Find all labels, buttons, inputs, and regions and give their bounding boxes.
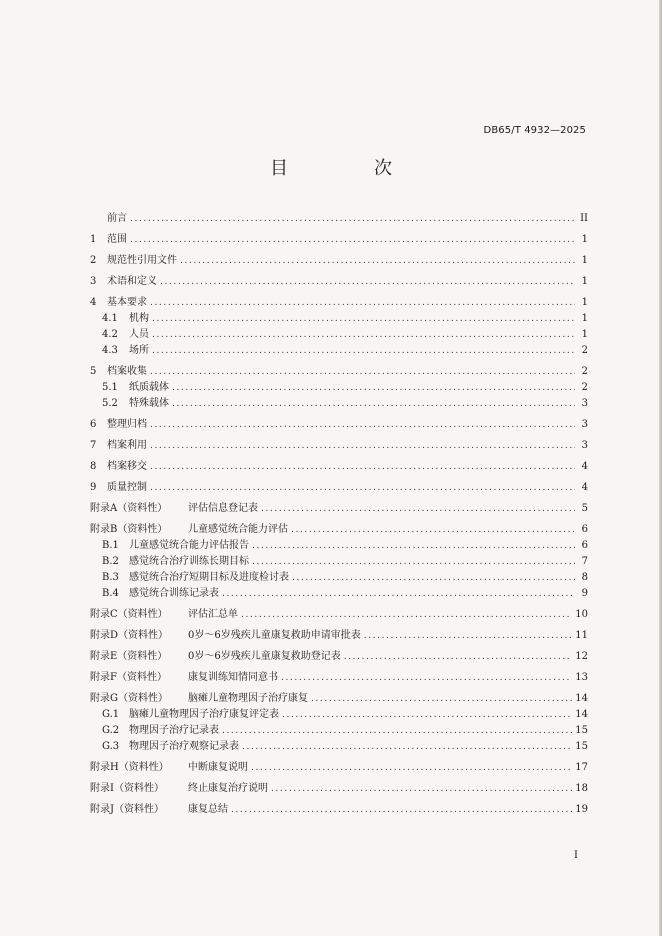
toc-entry[interactable] (90, 802, 588, 817)
dot-leader (311, 692, 572, 707)
toc-entry-number: 附录G（资料性） (90, 693, 168, 704)
toc-entry-title: 场所 (129, 345, 149, 356)
toc-entry-page: 14 (575, 709, 588, 720)
toc-entry[interactable] (90, 327, 588, 342)
dot-leader (152, 328, 575, 343)
dot-leader (180, 254, 575, 269)
toc-entry-title: 前言 (107, 213, 127, 224)
toc-entry-title: 物理因子治疗观察记录表 (129, 741, 239, 752)
toc-entry-label (90, 649, 341, 664)
dot-leader (152, 312, 575, 327)
toc-entry-label (90, 438, 147, 453)
toc-entry-title: 范围 (107, 234, 127, 245)
toc-entry-number: 6 (90, 419, 97, 430)
toc-entry-page: 6 (581, 540, 588, 551)
toc-entry-number: B.1 (102, 540, 119, 551)
toc-entry-label (102, 739, 239, 754)
toc-entry-page: 3 (581, 419, 588, 430)
toc-entry[interactable] (90, 691, 588, 706)
toc-entry-number: 4.1 (102, 313, 118, 324)
dot-leader (242, 740, 572, 755)
toc-entry-number: 附录I（资料性） (90, 783, 164, 794)
toc-entry[interactable] (90, 274, 588, 289)
toc-entry-title: 儿童感觉统合能力评估 (188, 524, 288, 535)
toc-entry-page: 2 (581, 345, 588, 356)
dot-leader (231, 803, 572, 818)
toc-entry-page: 3 (581, 398, 588, 409)
toc-entry[interactable] (90, 649, 588, 664)
toc-entry-page: 13 (575, 672, 588, 683)
toc-entry-page: 6 (581, 524, 588, 535)
toc-entry-label (102, 570, 289, 585)
toc-entry[interactable] (90, 628, 588, 643)
toc-entry-page: 11 (575, 630, 588, 641)
toc-entry-title: 人员 (129, 329, 149, 340)
toc-entry[interactable] (90, 554, 588, 569)
toc-entry-page: 15 (575, 725, 588, 736)
toc-entry-number: 3 (90, 276, 97, 287)
toc-entry[interactable] (90, 723, 588, 738)
toc-entry-number: 附录D（资料性） (90, 630, 169, 641)
toc-entry-page: 14 (575, 693, 588, 704)
toc-entry-title: 康复训练知情同意书 (188, 672, 278, 683)
toc-entry-page: 12 (575, 651, 588, 662)
dot-leader (251, 761, 572, 776)
toc-entry-number: 5.2 (102, 398, 118, 409)
toc-entry[interactable] (90, 343, 588, 358)
toc-entry-page: 1 (581, 297, 588, 308)
toc-entry-label (102, 554, 249, 569)
toc-entry-label (90, 211, 127, 226)
toc-entry-title: 感觉统合治疗训练长期目标 (129, 556, 249, 567)
toc-entry-page: 10 (575, 609, 588, 620)
dot-leader (291, 523, 575, 538)
toc-entry-label (90, 691, 308, 706)
document-code: DB65/T 4932—2025 (483, 125, 586, 136)
toc-entry-number: 附录C（资料性） (90, 609, 168, 620)
toc-entry-number: 附录H（资料性） (90, 762, 169, 773)
toc-entry-number: 1 (90, 234, 97, 245)
dot-leader (222, 724, 572, 739)
dot-leader (261, 502, 575, 517)
toc-entry-label (90, 459, 147, 474)
toc-entry-label (102, 380, 169, 395)
toc-entry-page: 2 (581, 366, 588, 377)
toc-entry-title: 整理归档 (107, 419, 147, 430)
dot-leader (241, 608, 572, 623)
toc-entry[interactable] (90, 438, 588, 453)
dot-leader (271, 782, 572, 797)
toc-entry-page: 1 (581, 329, 588, 340)
toc-entry[interactable] (90, 570, 588, 585)
toc-entry[interactable] (90, 781, 588, 796)
toc-entry-title: 脑瘫儿童物理因子治疗康复 (188, 693, 308, 704)
toc-entry-title: 感觉统合训练记录表 (129, 588, 219, 599)
toc-entry[interactable] (90, 417, 588, 432)
toc-entry[interactable] (90, 396, 588, 411)
toc-entry-title: 脑瘫儿童物理因子治疗康复评定表 (129, 709, 279, 720)
toc-entry-number: 附录A（资料性） (90, 503, 168, 514)
dot-leader (222, 587, 575, 602)
toc-entry-label (90, 274, 157, 289)
toc-entry-page: 19 (575, 804, 588, 815)
toc-entry-title: 档案收集 (107, 366, 147, 377)
toc-entry-page: 17 (575, 762, 588, 773)
toc-entry[interactable] (90, 232, 588, 247)
toc-entry-label (102, 586, 219, 601)
table-of-contents (90, 211, 588, 817)
toc-entry-label (90, 417, 147, 432)
toc-entry[interactable] (90, 253, 588, 268)
toc-entry-number: 附录J（资料性） (90, 804, 165, 815)
dot-leader (160, 275, 575, 290)
toc-entry-number: B.3 (102, 572, 119, 583)
toc-entry-number: B.4 (102, 588, 119, 599)
page-number: I (574, 850, 578, 861)
toc-entry-label (90, 364, 147, 379)
toc-entry-page: 9 (581, 588, 588, 599)
toc-entry-label (102, 311, 149, 326)
toc-entry-number: 4 (90, 297, 97, 308)
toc-entry[interactable] (90, 364, 588, 379)
toc-entry-label (102, 327, 149, 342)
dot-leader (364, 629, 573, 644)
dot-leader (172, 381, 575, 396)
toc-entry[interactable] (90, 480, 588, 495)
toc-entry-number: 附录F（资料性） (90, 672, 167, 683)
dot-leader (150, 418, 575, 433)
toc-entry-number: 附录E（资料性） (90, 651, 168, 662)
toc-entry-label (90, 670, 278, 685)
toc-entry-number: 9 (90, 482, 97, 493)
toc-entry-title: 0岁～6岁残疾儿童康复救助登记表 (188, 651, 341, 662)
toc-entry-label (90, 232, 127, 247)
toc-entry[interactable] (90, 295, 588, 310)
toc-entry-page: 15 (575, 741, 588, 752)
toc-entry-number: 2 (90, 255, 97, 266)
toc-entry-page: 1 (581, 313, 588, 324)
toc-entry-number: 7 (90, 440, 97, 451)
toc-entry-page: 8 (581, 572, 588, 583)
toc-entry-label (90, 501, 258, 516)
toc-entry[interactable] (90, 311, 588, 326)
toc-entry-title: 质量控制 (107, 482, 147, 493)
page-title: 目 次 (270, 158, 426, 179)
toc-entry-title: 物理因子治疗记录表 (129, 725, 219, 736)
toc-entry-label (90, 781, 268, 796)
dot-leader (150, 439, 575, 454)
toc-entry-number: 4.2 (102, 329, 118, 340)
toc-entry-number: 4.3 (102, 345, 118, 356)
toc-entry[interactable] (90, 739, 588, 754)
toc-entry[interactable] (90, 501, 588, 516)
dot-leader (150, 365, 575, 380)
toc-entry-page: 18 (575, 783, 588, 794)
toc-entry-number: G.2 (102, 725, 120, 736)
toc-entry[interactable] (90, 538, 588, 553)
toc-entry[interactable] (90, 211, 588, 226)
toc-entry-title: 中断康复说明 (188, 762, 248, 773)
toc-entry-label (90, 295, 147, 310)
toc-entry-number: 5 (90, 366, 97, 377)
toc-entry-page: 7 (581, 556, 588, 567)
toc-entry-label (90, 607, 238, 622)
toc-entry[interactable] (90, 607, 588, 622)
toc-entry[interactable] (90, 586, 588, 601)
toc-entry-title: 机构 (129, 313, 149, 324)
toc-entry-page: II (580, 213, 588, 224)
toc-entry-title: 基本要求 (107, 297, 147, 308)
toc-entry-title: 感觉统合治疗短期目标及进度检讨表 (129, 572, 289, 583)
toc-entry-title: 康复总结 (188, 804, 228, 815)
toc-entry-title: 特殊载体 (129, 398, 169, 409)
dot-leader (172, 397, 575, 412)
toc-entry[interactable] (90, 707, 588, 722)
toc-entry-label (102, 707, 279, 722)
toc-entry-title: 规范性引用文件 (107, 255, 177, 266)
dot-leader (282, 708, 572, 723)
dot-leader (292, 571, 575, 586)
toc-entry-title: 0岁～6岁残疾儿童康复救助申请审批表 (188, 630, 361, 641)
toc-entry-page: 1 (581, 276, 588, 287)
toc-entry-label (102, 723, 219, 738)
toc-entry-title: 评估汇总单 (188, 609, 238, 620)
toc-entry-number: G.1 (102, 709, 120, 720)
toc-entry-title: 纸质载体 (129, 382, 169, 393)
toc-entry-page: 4 (581, 482, 588, 493)
toc-entry-page: 3 (581, 440, 588, 451)
toc-entry-title: 评估信息登记表 (188, 503, 258, 514)
toc-entry-number: 5.1 (102, 382, 118, 393)
dot-leader (150, 481, 575, 496)
toc-entry[interactable] (90, 760, 588, 775)
toc-entry-label (90, 480, 147, 495)
toc-entry-page: 4 (581, 461, 588, 472)
toc-entry-title: 术语和定义 (107, 276, 157, 287)
dot-leader (130, 233, 575, 248)
toc-entry-label (90, 802, 228, 817)
dot-leader (150, 296, 575, 311)
toc-entry-number: 8 (90, 461, 97, 472)
toc-entry-title: 终止康复治疗说明 (188, 783, 268, 794)
toc-entry-number: 附录B（资料性） (90, 524, 168, 535)
toc-entry-page: 1 (581, 255, 588, 266)
toc-entry-label (90, 253, 177, 268)
dot-leader (252, 539, 575, 554)
toc-entry-label (90, 522, 288, 537)
toc-entry[interactable] (90, 522, 588, 537)
toc-entry-number: G.3 (102, 741, 120, 752)
toc-entry-page: 1 (581, 234, 588, 245)
toc-entry[interactable] (90, 380, 588, 395)
dot-leader (252, 555, 575, 570)
toc-entry-title: 儿童感觉统合能力评估报告 (129, 540, 249, 551)
toc-entry-title: 档案利用 (107, 440, 147, 451)
toc-entry-label (90, 760, 248, 775)
toc-entry-page: 5 (581, 503, 588, 514)
toc-entry-label (90, 628, 361, 643)
dot-leader (152, 344, 575, 359)
dot-leader (130, 212, 575, 227)
dot-leader (150, 460, 575, 475)
toc-entry-label (102, 538, 249, 553)
toc-entry-label (102, 396, 169, 411)
toc-entry-title: 档案移交 (107, 461, 147, 472)
dot-leader (281, 671, 572, 686)
dot-leader (344, 650, 573, 665)
toc-entry-number: B.2 (102, 556, 119, 567)
toc-entry-label (102, 343, 149, 358)
toc-entry-page: 2 (581, 382, 588, 393)
toc-entry[interactable] (90, 670, 588, 685)
toc-entry[interactable] (90, 459, 588, 474)
